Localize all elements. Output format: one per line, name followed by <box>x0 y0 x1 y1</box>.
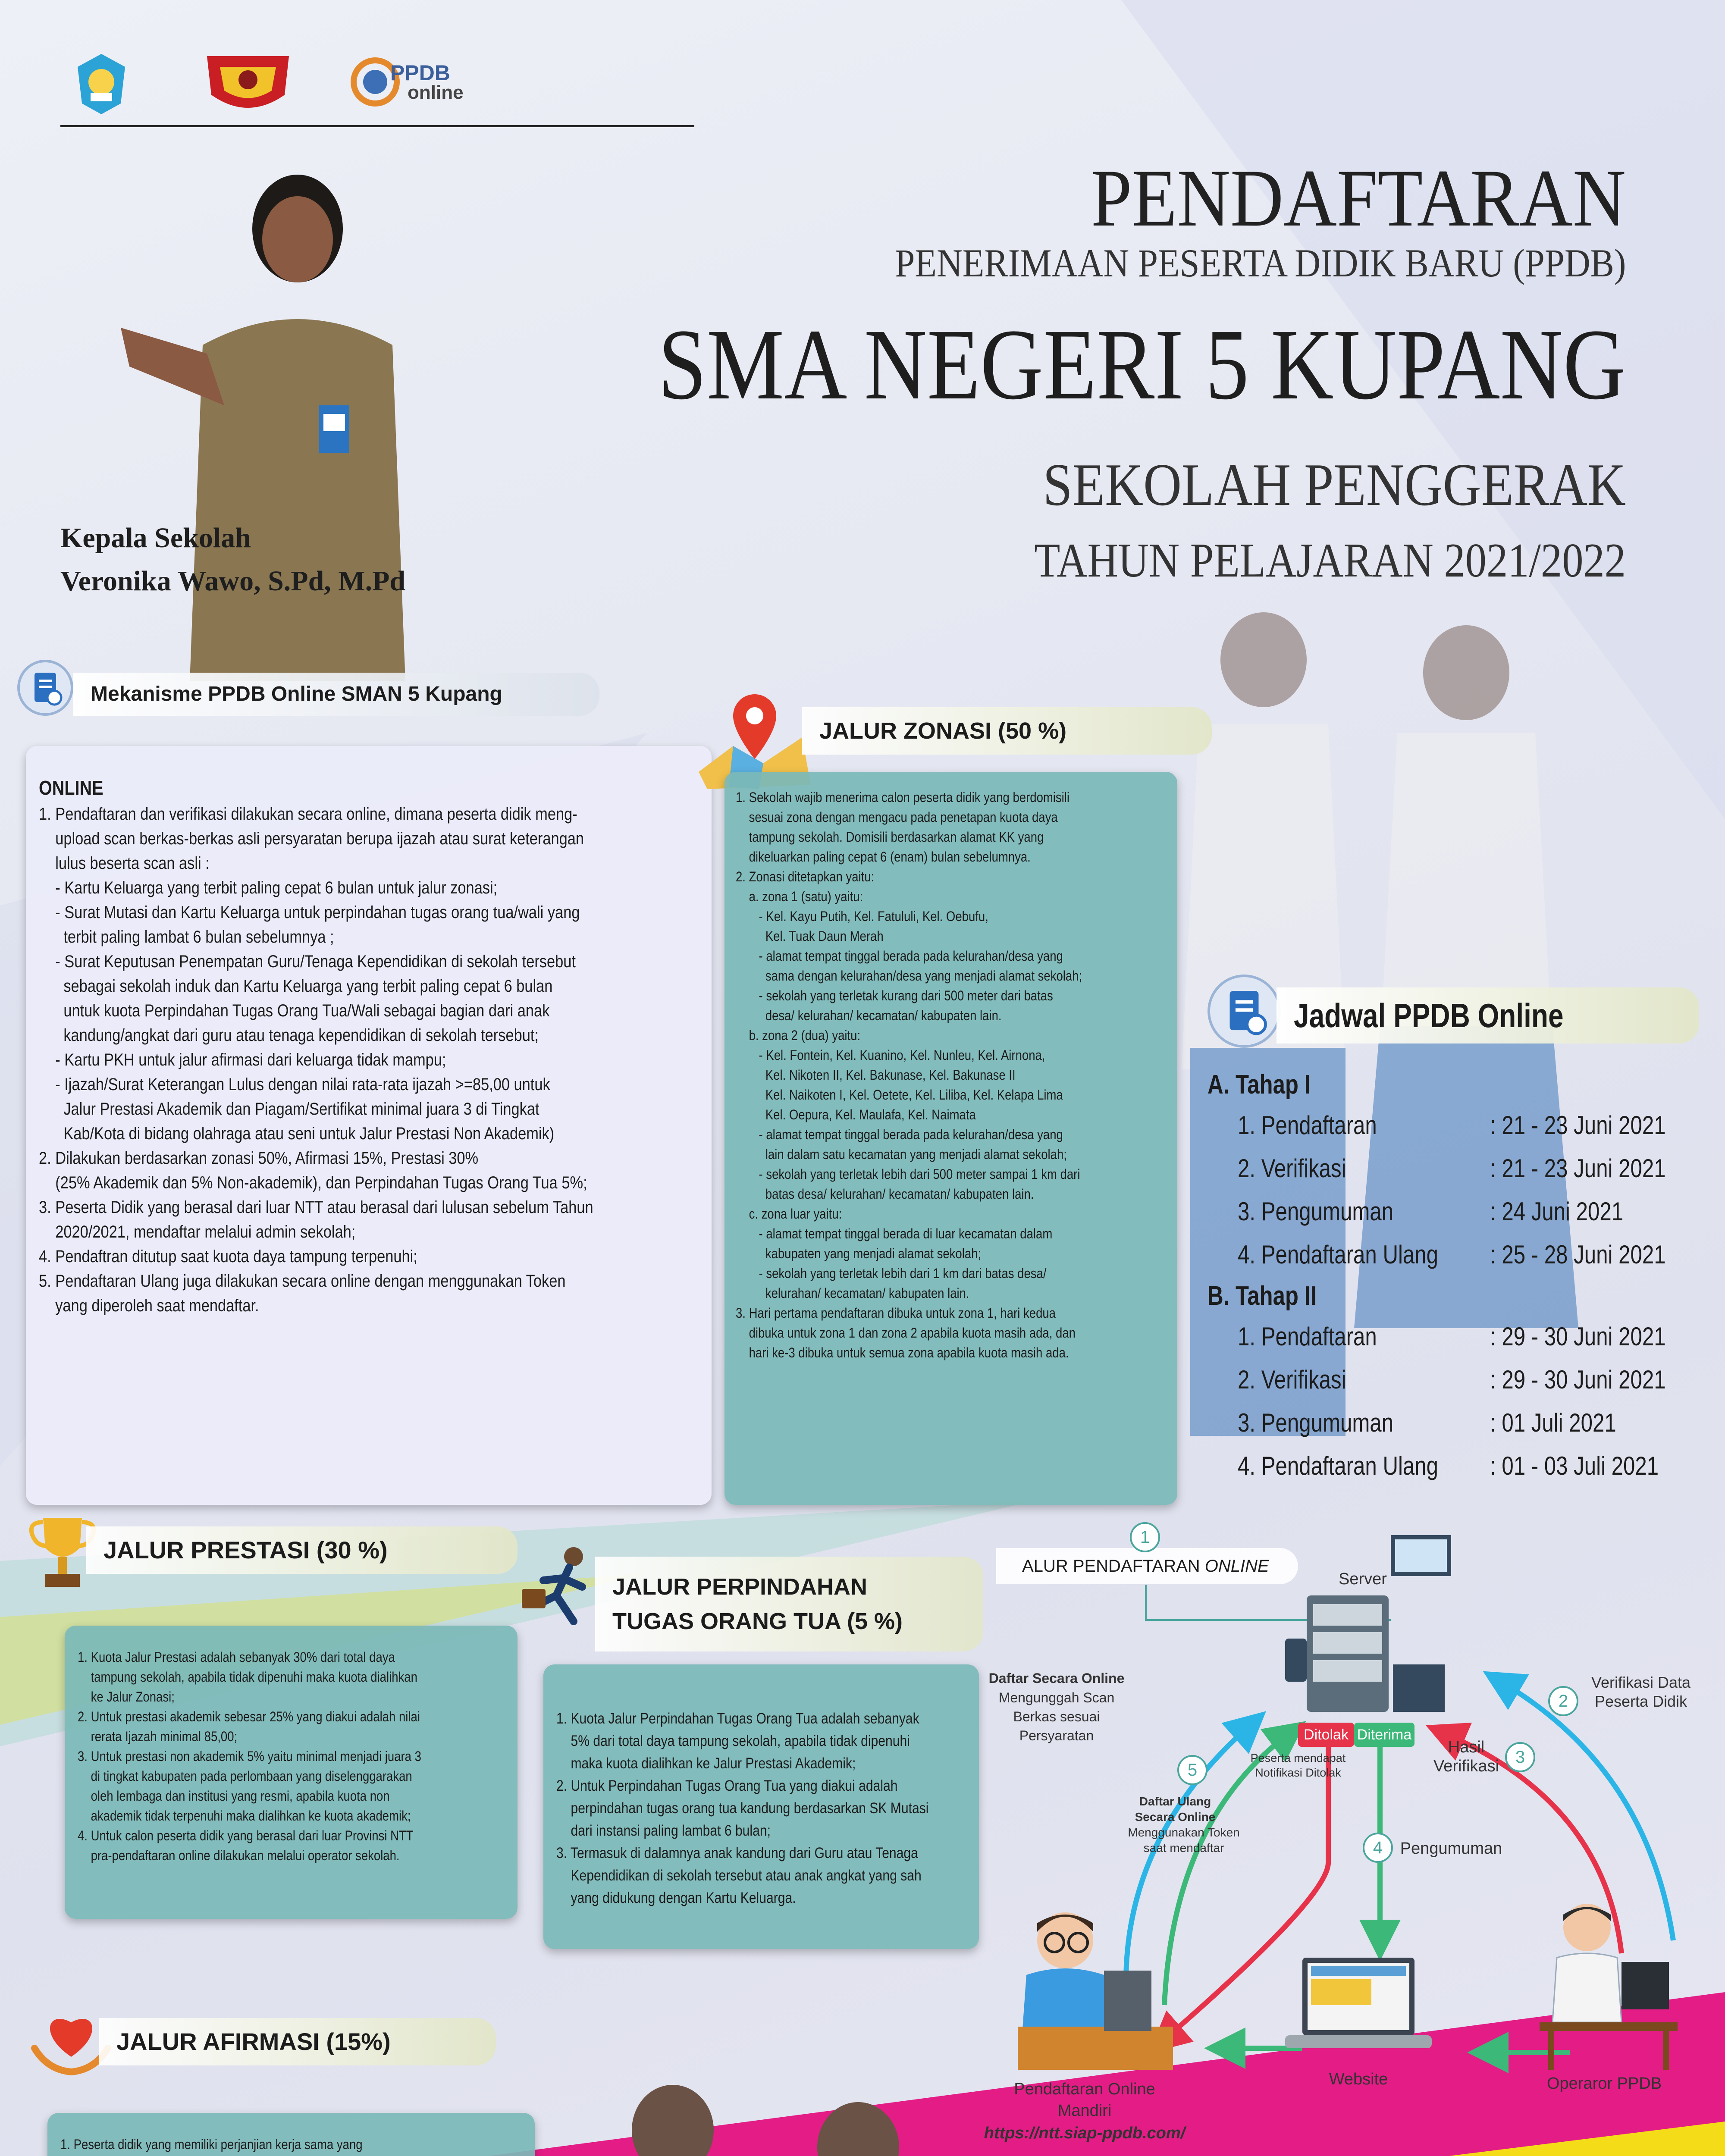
school-name: SMA NEGERI 5 KUPANG <box>658 308 1626 420</box>
step-3-badge: 3 <box>1505 1742 1535 1772</box>
schedule-row-date: : 29 - 30 Juni 2021 <box>1490 1365 1666 1394</box>
ulang-title: Daftar Ulang Secara Online <box>1135 1795 1216 1824</box>
schedule-row-label: 3. Pengumuman <box>1238 1408 1394 1437</box>
daftar-desc: Mengunggah Scan Berkas sesuai Persyaratan <box>998 1690 1115 1743</box>
ulang-desc: Menggunakan Token saat mendaftar <box>1128 1826 1240 1855</box>
schedule-row-label: 4. Pendaftaran Ulang <box>1238 1451 1439 1480</box>
step-4-badge: 4 <box>1363 1833 1393 1863</box>
step-5-badge: 5 <box>1177 1755 1208 1785</box>
students-photo-bottom <box>561 2070 992 2156</box>
operator-label: Operaror PPDB <box>1546 2075 1662 2093</box>
logo-kemendikbud <box>73 52 129 116</box>
page-title: PENDAFTARAN <box>1091 153 1626 244</box>
school-tagline: SEKOLAH PENGGERAK <box>1043 451 1626 518</box>
step-2-badge: 2 <box>1548 1686 1578 1716</box>
mekanisme-panel <box>26 746 712 1505</box>
schedule-row-label: 2. Verifikasi <box>1238 1154 1346 1183</box>
diterima-badge: Diterima <box>1354 1723 1414 1747</box>
schedule-row-date: : 24 Juni 2021 <box>1490 1197 1624 1226</box>
jadwal-heading: Jadwal PPDB Online <box>1276 987 1699 1044</box>
logo-ppdb-online <box>349 47 474 121</box>
mandiri-label: Pendaftaran Online Mandiri <box>1014 2080 1155 2120</box>
zonasi-heading: JALUR ZONASI (50 %) <box>802 707 1212 755</box>
operator-icon <box>1522 1897 1678 2070</box>
website-label: Website <box>1329 2070 1388 2088</box>
pengumuman-label: Pengumuman <box>1400 1839 1502 1858</box>
perpindahan-heading: JALUR PERPINDAHAN TUGAS ORANG TUA (5 %) <box>595 1557 983 1651</box>
principal-name: Veronika Wawo, S.Pd, M.Pd <box>60 565 406 597</box>
alur-title: ALUR PENDAFTARAN ONLINE <box>996 1548 1298 1584</box>
notif-label: Peserta mendapat Notifikasi Ditolak <box>1250 1752 1346 1779</box>
student-at-computer-icon <box>1009 1906 1173 2070</box>
schedule-row-date: : 29 - 30 Juni 2021 <box>1490 1322 1666 1351</box>
schedule-row-date: : 21 - 23 Juni 2021 <box>1490 1111 1666 1140</box>
schedule-row-date: : 01 Juli 2021 <box>1490 1408 1616 1437</box>
logo-ppdb-text: PPDB <box>390 61 450 85</box>
afirmasi-body: 1. Peserta didik yang memiliki perjanjian kerja sama yang <box>60 2137 363 2152</box>
schedule-icon <box>1208 975 1281 1048</box>
schedule-row-label: 3. Pengumuman <box>1238 1197 1394 1226</box>
alur-url[interactable]: https://ntt.siap-ppdb.com/ <box>984 2124 1186 2142</box>
verif-label: Verifikasi Data Peserta Didik <box>1591 1673 1691 1710</box>
mekanisme-heading: Mekanisme PPDB Online SMAN 5 Kupang <box>73 673 599 716</box>
afirmasi-panel <box>47 2113 535 2156</box>
header-rule <box>60 125 694 127</box>
schedule-row-date: : 25 - 28 Juni 2021 <box>1490 1240 1666 1269</box>
prestasi-heading: JALUR PRESTASI (30 %) <box>86 1526 518 1574</box>
mekanisme-label: ONLINE <box>39 777 104 799</box>
logo-ntt <box>203 47 293 121</box>
page-subtitle: PENERIMAAN PESERTA DIDIK BARU (PPDB) <box>894 241 1626 285</box>
mekanisme-body: 1. Pendaftaran dan verifikasi dilakukan secara online, dimana peserta didik meng- upload scan berkas-berkas asli persyaratan berupa ijazah atau surat keterangan lulus beserta scan asli : - Kartu Keluarga yang terbit paling cepat 6 bulan untuk jalur zonasi; - Surat Mutasi dan Kartu Keluarga untuk perpindahan tugas orang tua/wali yang terbit paling lambat 6 bulan sebelumnya ; - Surat Keputusan Penempatan Guru/Tenaga Kependidikan di sekolah tersebut sebagai sekolah induk dan Kartu Keluarga yang terbit paling cepat 6 bulan untuk kuota Perpindahan Tugas Orang Tua/Wali sebagai bagian dari anak kandung/angkat dari guru atau tenaga kependidikan di sekolah tersebut; - Kartu PKH untuk jalur afirmasi dari keluarga tidak mampu; - Ijazah/Surat Keterangan Lulus dengan nilai rata-rata ijazah >=85,00 untuk Jalur Prestasi Akademik dan Piagam/Sertifikat minimal juara 3 di Tingkat Kab/Kota di bidang olahraga atau seni untuk Jalur Prestasi Non Akademik) 2. Dilakukan berdasarkan zonasi 50%, Afirmasi 15%, Prestasi 30% (25% Akademik dan 5% Non-akademik), dan Perpindahan Tugas Orang Tua 5%; 3. Peserta Didik yang berasal dari luar NTT atau berasal dari lulusan sebelum Tahun 2020/2021, mendaftar melalui admin sekolah; 4. Pendaftran ditutup saat kuota daya tampung terpenuhi; 5. Pendaftaran Ulang juga dilakukan secara online dengan menggunakan Token yang diperoleh saat mendaftar. <box>39 805 593 1315</box>
schedule-row-label: 1. Pendaftaran <box>1238 1322 1377 1351</box>
daftar-title: Daftar Secara Online <box>988 1670 1125 1686</box>
principal-photo <box>95 164 466 681</box>
principal-role: Kepala Sekolah <box>60 522 251 554</box>
perpindahan-panel <box>543 1664 979 1949</box>
server-label: Server <box>1339 1570 1387 1588</box>
afirmasi-heading: JALUR AFIRMASI (15%) <box>99 2018 496 2065</box>
school-year: TAHUN PELAJARAN 2021/2022 <box>1034 534 1626 587</box>
logo-ppdb-sub: online <box>408 82 464 103</box>
schedule-row-label: 4. Pendaftaran Ulang <box>1238 1240 1439 1269</box>
prestasi-panel <box>65 1626 518 1919</box>
zonasi-panel <box>724 772 1177 1505</box>
ditolak-badge: Ditolak <box>1298 1723 1354 1747</box>
tahap-1-label: A. Tahap I <box>1208 1070 1311 1100</box>
schedule-row-date: : 21 - 23 Juni 2021 <box>1490 1154 1666 1183</box>
schedule-row-label: 2. Verifikasi <box>1238 1365 1346 1394</box>
prestasi-body: 1. Kuota Jalur Prestasi adalah sebanyak 30% dari total daya tampung sekolah, apabila tidak dipenuhi maka kuota dialihkan ke Jalur Zonasi; 2. Untuk prestasi akademik sebesar 25% yang diakui adalah nilai rerata Ijazah minimal 85,00; 3. Untuk prestasi non akademik 5% yaitu minimal menjadi juara 3 di tingkat kabupaten pada perlombaan yang diselenggarakan oleh lembaga dan institusi yang resmi, apabila kuota non akademik tidak terpenuhi maka dialihkan ke kuota akademik; 4. Untuk calon peserta didik yang berasal dari luar Provinsi NTT pra-pendaftaran online dilakukan melalui operator sekolah. <box>78 1649 421 1863</box>
schedule-row-date: : 01 - 03 Juli 2021 <box>1490 1451 1659 1480</box>
laptop-website-icon <box>1285 1953 1432 2053</box>
tahap-2-label: B. Tahap II <box>1208 1281 1317 1311</box>
schedule-row-label: 1. Pendaftaran <box>1238 1111 1377 1140</box>
zonasi-body: 1. Sekolah wajib menerima calon peserta didik yang berdomisili sesuai zona dengan mengacu pada penetapan kuota daya tampung sekolah. Domisili berdasarkan alamat KK yang dikeluarkan paling cepat 6 (enam) bulan sebelumnya. 2. Zonasi ditetapkan yaitu: a. zona 1 (satu) yaitu: - Kel. Kayu Putih, Kel. Fatululi, Kel. Oebufu, Kel. Tuak Daun Merah - alamat tempat tinggal berada pada kelurahan/desa yang sama dengan kelurahan/desa yang menjadi alamat sekolah; - sekolah yang terletak kurang dari 500 meter dari batas desa/ kelurahan/ kecamatan/ kabupaten lain. b. zona 2 (dua) yaitu: - Kel. Fontein, Kel. Kuanino, Kel. Nunleu, Kel. Airnona, Kel. Nikoten II, Kel. Bakunase, Kel. Bakunase II Kel. Naikoten I, Kel. Oetete, Kel. Liliba, Kel. Kelapa Lima Kel. Oepura, Kel. Maulafa, Kel. Naimata - alamat tempat tinggal berada pada kelurahan/desa yang lain dalam satu kecamatan yang menjadi alamat sekolah; - sekolah yang terletak lebih dari 500 meter sampai 1 km dari batas desa/ kelurahan/ kecamatan/ kabupaten lain. c. zona luar yaitu: - alamat tempat tinggal berada di luar kecamatan dalam kabupaten yang menjadi alamat sekolah; - sekolah yang terletak lebih dari 1 km dari batas desa/ kelurahan/ kecamatan/ kabupaten lain. 3. Hari pertama pendaftaran dibuka untuk zona 1, hari kedua dibuka untuk zona 1 dan zona 2 apabila kuota masih ada, dan hari ke-3 dibuka untuk semua zona apabila kuota masih ada. <box>736 790 1082 1360</box>
perpindahan-body: 1. Kuota Jalur Perpindahan Tugas Orang Tua adalah sebanyak 5% dari total daya tampung sekolah, apabila tidak dipenuhi maka kuota dialihkan ke Jalur Prestasi Akademik; 2. Untuk Perpindahan Tugas Orang Tua yang diakui adalah perpindahan tugas orang tua kandung berdasarkan SK Mutasi dari instansi paling lambat 6 bulan; 3. Termasuk di dalamnya anak kandung dari Guru atau Tenaga Kependidikan di sekolah tersebut atau anak angkat yang sah yang didukung dengan Kartu Keluarga. <box>556 1710 929 1906</box>
step-1-badge: 1 <box>1130 1522 1160 1552</box>
document-icon <box>17 660 73 716</box>
jadwal-table <box>1208 1069 1703 1501</box>
hasil-label: Hasil Verifikasi <box>1433 1738 1499 1775</box>
